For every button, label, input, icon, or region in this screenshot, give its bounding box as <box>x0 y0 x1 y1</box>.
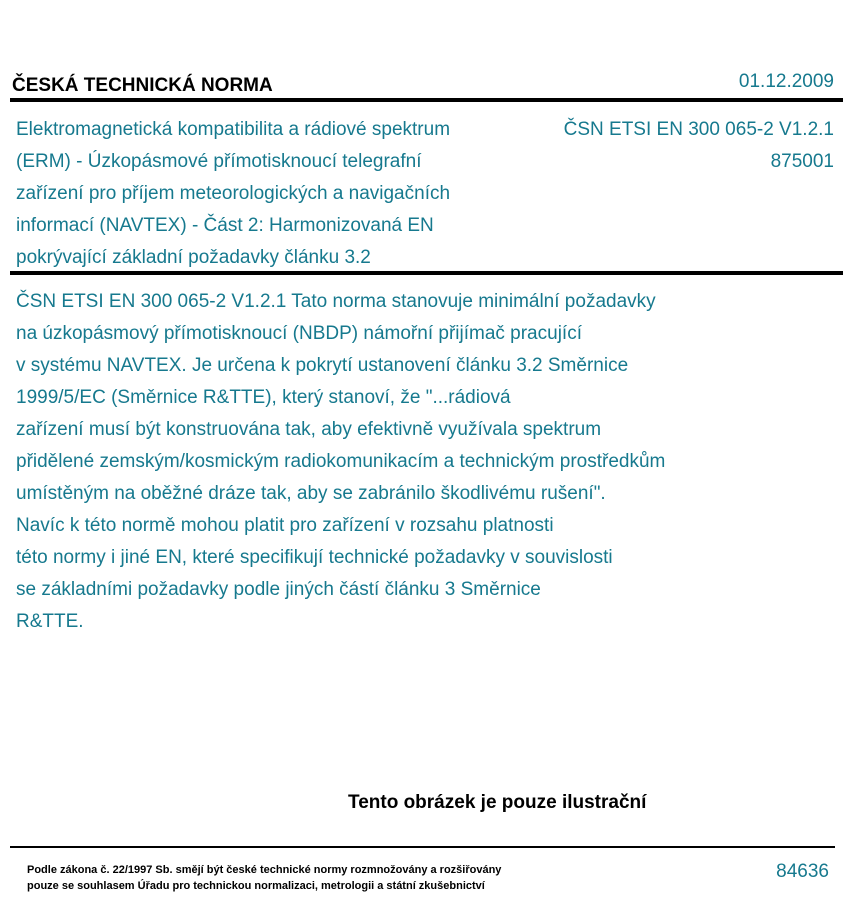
abstract-line: na úzkopásmový přímotisknoucí (NBDP) námořní přijímač pracující <box>16 323 582 344</box>
title-line: pokrývající základní požadavky článku 3.2 <box>16 247 371 268</box>
abstract-line: Navíc k této normě mohou platit pro zařízení v rozsahu platnosti <box>16 515 554 536</box>
header-divider <box>10 98 843 102</box>
illustration-note: Tento obrázek je pouze ilustrační <box>348 792 647 813</box>
abstract-line: přidělené zemským/kosmickým radiokomunikacím a technickým prostředkům <box>16 451 666 472</box>
legal-notice <box>27 862 501 894</box>
abstract-line: R&TTE. <box>16 611 84 632</box>
title-line: zařízení pro příjem meteorologických a navigačních <box>16 183 451 204</box>
issue-date: 01.12.2009 <box>738 71 834 92</box>
abstract-line: 1999/5/EC (Směrnice R&TTE), který stanoví, že "...rádiová <box>16 387 511 408</box>
abstract-line: umístěným na oběžné dráze tak, aby se zabránilo škodlivému rušení". <box>16 483 606 504</box>
document-number: 84636 <box>776 861 829 882</box>
document-type-label: ČESKÁ TECHNICKÁ NORMA <box>12 75 273 96</box>
footer-divider <box>10 846 835 848</box>
title-line: Elektromagnetická kompatibilita a rádiové spektrum <box>16 119 451 140</box>
standard-designation: ČSN ETSI EN 300 065-2 V1.2.1 <box>563 119 834 140</box>
title-divider <box>10 271 843 275</box>
abstract-text <box>16 286 816 638</box>
standard-title <box>16 114 526 274</box>
standard-identifier <box>564 114 834 178</box>
legal-line: pouze se souhlasem Úřadu pro technickou normalizaci, metrologii a státní zkušebnictví <box>27 880 485 892</box>
abstract-line: zařízení musí být konstruována tak, aby efektivně využívala spektrum <box>16 419 602 440</box>
title-line: (ERM) - Úzkopásmové přímotisknoucí telegrafní <box>16 151 422 172</box>
title-line: informací (NAVTEX) - Část 2: Harmonizovaná EN <box>16 215 434 236</box>
abstract-line: v systému NAVTEX. Je určena k pokrytí ustanovení článku 3.2 Směrnice <box>16 355 629 376</box>
abstract-line: ČSN ETSI EN 300 065-2 V1.2.1 Tato norma stanovuje minimální požadavky <box>16 291 656 312</box>
abstract-line: se základními požadavky podle jiných částí článku 3 Směrnice <box>16 579 541 600</box>
classification-code: 875001 <box>770 151 834 172</box>
abstract-line: této normy i jiné EN, které specifikují technické požadavky v souvislosti <box>16 547 613 568</box>
legal-line: Podle zákona č. 22/1997 Sb. smějí být české technické normy rozmnožovány a rozšiřovány <box>27 864 502 876</box>
